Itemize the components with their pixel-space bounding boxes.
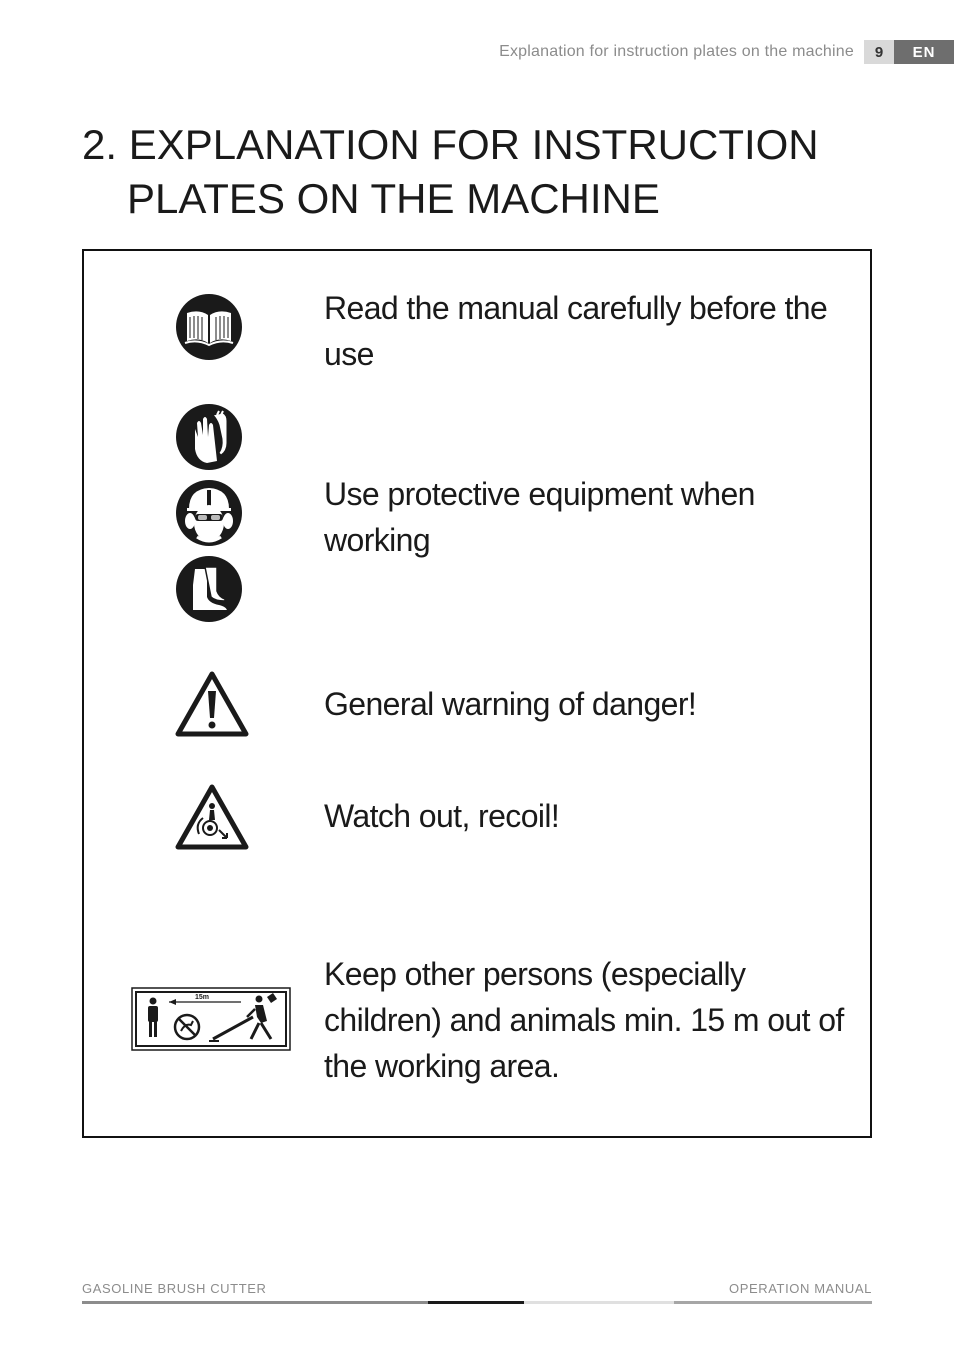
page-number: 9 [864, 40, 894, 64]
instruction-plates-box [82, 249, 872, 1138]
running-title: Explanation for instruction plates on the machine [499, 43, 854, 60]
plate-row-general-warning [84, 656, 870, 756]
recoil-warning-icon [175, 784, 249, 850]
gloves-icon [175, 403, 243, 471]
language-badge: EN [894, 40, 954, 64]
footer-bar-segment [674, 1301, 872, 1304]
running-header [499, 40, 954, 64]
safety-distance-label: 15m [195, 994, 210, 1001]
safety-boots-icon [175, 555, 243, 623]
plate-text-protective-equipment: Use protective equipment when working [324, 476, 755, 558]
plate-row-manual [84, 251, 870, 381]
plate-text-safety-distance: Keep other persons (especially children) and animals min. 15 m out of the working area. [324, 956, 844, 1084]
plate-row-safety-distance [84, 951, 870, 1111]
manual-book-icon [175, 293, 243, 361]
plate-text-manual: Read the manual carefully before the use [324, 290, 828, 372]
plate-row-protective-equipment [84, 399, 870, 629]
plate-row-recoil [84, 769, 870, 879]
safety-distance-icon [131, 987, 291, 1051]
footer-bar-segment [524, 1301, 674, 1304]
chapter-title [82, 118, 882, 226]
plate-text-general-warning: General warning of danger! [324, 686, 697, 722]
helmet-goggles-earmuffs-icon [175, 479, 243, 547]
warning-triangle-icon [175, 671, 249, 737]
footer-bar-segment [82, 1301, 428, 1304]
footer-document-type: OPERATION MANUAL [729, 1281, 872, 1296]
chapter-title-line1: 2. EXPLANATION FOR INSTRUCTION [82, 121, 819, 168]
footer-product-name: GASOLINE BRUSH CUTTER [82, 1281, 267, 1296]
plate-text-recoil: Watch out, recoil! [324, 798, 560, 834]
chapter-title-line2: PLATES ON THE MACHINE [127, 175, 660, 222]
footer-bar-segment [428, 1301, 524, 1304]
